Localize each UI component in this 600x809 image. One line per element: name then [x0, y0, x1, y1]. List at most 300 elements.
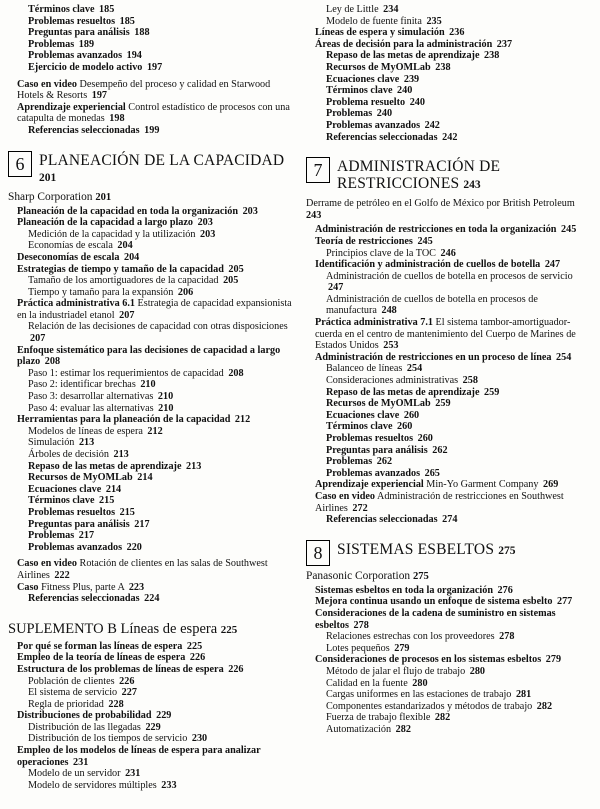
- toc-entry[interactable]: [8, 102, 292, 125]
- toc-entry-subtitle: Administración de restricciones en Southwest Airlines: [315, 490, 564, 514]
- toc-entry[interactable]: [8, 558, 292, 581]
- toc-entry-page: 281: [515, 689, 532, 701]
- toc-entry[interactable]: [8, 699, 292, 711]
- toc-entry[interactable]: [8, 27, 292, 39]
- toc-entry-page: 247: [328, 282, 344, 294]
- toc-entry[interactable]: [8, 206, 292, 218]
- toc-entry-label: Ecuaciones clave: [28, 483, 102, 495]
- chapter-number-box: 6: [8, 151, 32, 177]
- toc-entry-page: 210: [157, 391, 174, 403]
- toc-entry-page: 210: [158, 402, 174, 414]
- toc-entry[interactable]: [306, 74, 590, 86]
- toc-entry-page: 237: [496, 38, 513, 50]
- toc-entry-label: Balanceo de líneas: [326, 363, 403, 375]
- toc-entry[interactable]: [8, 217, 292, 229]
- toc-entry[interactable]: [8, 745, 292, 768]
- toc-column-right: [306, 4, 590, 809]
- toc-entry-label: Relaciones estrechas con los proveedores: [326, 631, 495, 643]
- toc-entry[interactable]: [8, 461, 292, 473]
- toc-entry-subtitle: Fitness Plus, parte A: [41, 581, 125, 593]
- toc-entry[interactable]: [8, 593, 292, 605]
- toc-entry-page: 225: [186, 640, 203, 652]
- chapter-title: ADMINISTRACIÓN DE RESTRICCIONES 243: [337, 158, 501, 192]
- toc-entry-label: Caso en video: [17, 558, 77, 570]
- toc-entry-label: Problemas avanzados: [326, 467, 421, 479]
- toc-entry-page: 282: [395, 723, 411, 735]
- toc-entry-page: 198: [109, 113, 125, 125]
- toc-entry-label: Problemas avanzados: [28, 541, 123, 553]
- toc-entry[interactable]: [306, 433, 590, 445]
- toc-entry-label: Términos clave: [28, 495, 95, 507]
- toc-entry[interactable]: [8, 449, 292, 461]
- toc-entry-page: 220: [126, 541, 142, 553]
- toc-entry-label: Recursos de MyOMLab: [28, 472, 133, 484]
- toc-entry-label: Por qué se forman las líneas de espera: [17, 640, 183, 652]
- toc-entry[interactable]: [306, 689, 590, 701]
- chapter-opener-page: 243: [306, 209, 322, 221]
- toc-entry[interactable]: [306, 643, 590, 655]
- toc-entry-label: Paso 2: identificar brechas: [28, 379, 136, 391]
- toc-entry[interactable]: [8, 542, 292, 554]
- toc-entry-label: Población de clientes: [28, 675, 115, 687]
- toc-entry-label: Modelo de fuente finita: [326, 15, 422, 27]
- toc-entry-label: Paso 3: desarrollar alternativas: [28, 391, 154, 403]
- toc-entry-label: Repaso de las metas de aprendizaje: [326, 50, 480, 62]
- toc-entry-page: 231: [125, 768, 141, 780]
- toc-entry[interactable]: [8, 125, 292, 137]
- toc-entry-page: 189: [78, 38, 95, 50]
- toc-entry-label: Empleo de los modelos de líneas de espera para analizar operaciones: [17, 745, 261, 768]
- toc-entry[interactable]: [306, 421, 590, 433]
- toc-entry-page: 212: [234, 414, 251, 426]
- toc-entry-label: Problemas: [28, 38, 75, 50]
- toc-entry[interactable]: [8, 4, 292, 16]
- chapter-heading[interactable]: [8, 151, 292, 187]
- toc-entry-label: Referencias seleccionadas: [326, 514, 438, 526]
- toc-entry-page: 222: [54, 569, 70, 581]
- toc-entry[interactable]: [8, 252, 292, 264]
- toc-entry-page: 203: [197, 217, 213, 229]
- toc-entry-label: Relación de las decisiones de capacidad con otras disposiciones: [28, 321, 288, 333]
- toc-entry-label: Mejora continua usando un enfoque de sistema esbelto: [315, 596, 553, 608]
- toc-entry-page: 236: [449, 27, 465, 39]
- toc-entry-page: 226: [228, 663, 244, 675]
- toc-entry[interactable]: [8, 391, 292, 403]
- toc-entry-label: Medición de la capacidad y la utilización: [28, 228, 196, 240]
- toc-entry-page: 214: [105, 483, 122, 495]
- toc-entry-page: 206: [177, 286, 194, 298]
- toc-entry[interactable]: [306, 514, 590, 526]
- toc-entry-page: 215: [99, 495, 115, 507]
- toc-entry-label: Repaso de las metas de aprendizaje: [28, 460, 182, 472]
- toc-entry[interactable]: [8, 275, 292, 287]
- toc-entry-page: 247: [544, 259, 561, 271]
- chapter-page: 275: [498, 544, 516, 557]
- toc-entry-page: 217: [78, 530, 95, 542]
- toc-entry[interactable]: [306, 352, 590, 364]
- toc-entry-page: 274: [442, 514, 458, 526]
- toc-entry[interactable]: [306, 596, 590, 608]
- toc-entry-label: Regla de prioridad: [28, 698, 104, 710]
- toc-entry[interactable]: [306, 375, 590, 387]
- toc-entry-page: 215: [119, 506, 135, 518]
- toc-entry-page: 259: [484, 386, 500, 398]
- toc-entry-page: 277: [556, 596, 573, 608]
- toc-entry-label: Método de jalar el flujo de trabajo: [326, 665, 466, 677]
- toc-entry-label: Componentes estandarizados y métodos de trabajo: [326, 700, 533, 712]
- toc-entry[interactable]: [306, 666, 590, 678]
- chapter-opener-company[interactable]: Sharp Corporation 201: [8, 190, 112, 203]
- toc-entry-subtitle: Min-Yo Garment Company: [426, 479, 539, 491]
- toc-entry-label: Preguntas para análisis: [28, 518, 130, 530]
- toc-entry-page: 203: [200, 228, 216, 240]
- toc-column-left: [8, 4, 292, 809]
- toc-entry[interactable]: [8, 368, 292, 380]
- toc-entry-label: Problemas: [326, 456, 373, 468]
- toc-entry-label: Problemas: [28, 530, 75, 542]
- toc-entry-page: 259: [435, 398, 451, 410]
- toc-entry[interactable]: [306, 236, 590, 248]
- toc-entry-page: 262: [376, 456, 393, 468]
- toc-entry-page: 260: [403, 409, 420, 421]
- toc-entry-label: Cargas uniformes en las estaciones de trabajo: [326, 689, 512, 701]
- toc-entry[interactable]: [8, 16, 292, 28]
- toc-entry-page: 260: [417, 433, 433, 444]
- toc-entry-label: Herramientas para la planeación de la capacidad: [17, 414, 231, 426]
- toc-entry[interactable]: [306, 479, 590, 491]
- toc-entry-label: Aprendizaje experiencial: [315, 479, 424, 491]
- toc-entry-label: Términos clave: [28, 4, 95, 15]
- supplement-heading[interactable]: SUPLEMENTO B Líneas de espera 225: [8, 620, 238, 637]
- toc-entry-label: Consideraciones administrativas: [326, 375, 459, 387]
- toc-entry-label: Enfoque sistemático para las decisiones de capacidad a largo plazo: [17, 344, 281, 368]
- supplement-page: 225: [220, 623, 238, 636]
- toc-entry-label: Ejercicio de modelo activo: [28, 61, 143, 73]
- toc-entry[interactable]: [8, 780, 292, 792]
- toc-entry-page: 226: [119, 675, 135, 687]
- toc-entry[interactable]: [306, 4, 590, 16]
- toc-entry[interactable]: [8, 50, 292, 62]
- chapter-opener-page: 275: [412, 570, 429, 582]
- toc-entry[interactable]: [8, 39, 292, 51]
- toc-entry-label: Problemas: [326, 108, 373, 120]
- toc-entry-page: 197: [146, 61, 163, 73]
- toc-entry-page: 208: [44, 356, 61, 368]
- toc-entry-page: 238: [484, 50, 500, 62]
- toc-entry[interactable]: [306, 16, 590, 28]
- toc-entry[interactable]: [8, 664, 292, 676]
- toc-entry-page: 231: [73, 756, 89, 768]
- toc-entry-page: 265: [424, 467, 440, 479]
- toc-entry-page: 229: [156, 710, 172, 722]
- toc-entry-label: Referencias seleccionadas: [28, 593, 140, 605]
- toc-entry[interactable]: [8, 240, 292, 252]
- toc-entry-page: 194: [126, 50, 142, 62]
- toc-entry-label: Teoría de restricciones: [315, 235, 413, 247]
- toc-entry-page: 214: [137, 472, 153, 484]
- toc-entry-label: Paso 1: estimar los requerimientos de capacidad: [28, 367, 224, 379]
- toc-entry-subtitle: Rotación de clientes en las salas de Southwest Airlines: [17, 558, 268, 581]
- toc-entry[interactable]: [8, 641, 292, 653]
- toc-entry-page: 254: [556, 351, 572, 363]
- toc-entry[interactable]: [8, 507, 292, 519]
- toc-entry[interactable]: [306, 456, 590, 468]
- toc-entry[interactable]: [8, 414, 292, 426]
- toc-entry[interactable]: [306, 398, 590, 410]
- toc-entry-page: 197: [91, 90, 108, 102]
- toc-entry-label: Árboles de decisión: [28, 449, 109, 460]
- toc-entry-page: 279: [545, 654, 562, 666]
- toc-entry-label: Ley de Little: [326, 4, 379, 15]
- toc-entry-label: Empleo de la teoría de líneas de espera: [17, 652, 186, 664]
- toc-entry-page: 279: [394, 642, 410, 654]
- toc-entry-label: Paso 4: evaluar las alternativas: [28, 402, 154, 414]
- toc-entry-page: 235: [426, 15, 442, 27]
- toc-entry-label: Problemas avanzados: [326, 119, 421, 131]
- toc-entry[interactable]: [306, 85, 590, 97]
- toc-entry[interactable]: [306, 108, 590, 120]
- toc-entry-page: 213: [186, 460, 202, 472]
- toc-entry[interactable]: [306, 387, 590, 399]
- toc-entry[interactable]: [306, 120, 590, 132]
- toc-entry-page: 227: [121, 687, 137, 699]
- toc-entry[interactable]: [8, 264, 292, 276]
- toc-entry[interactable]: [8, 287, 292, 299]
- toc-entry[interactable]: [306, 631, 590, 643]
- toc-entry[interactable]: [8, 426, 292, 438]
- toc-entry[interactable]: [306, 317, 590, 352]
- toc-entry-label: Caso: [17, 581, 39, 593]
- toc-entry-page: 213: [113, 449, 129, 460]
- toc-entry[interactable]: [306, 27, 590, 39]
- toc-entry[interactable]: [306, 224, 590, 236]
- toc-entry-label: Problema resuelto: [326, 96, 406, 108]
- toc-entry-page: 240: [409, 96, 425, 108]
- toc-entry[interactable]: [306, 445, 590, 457]
- toc-entry-label: Caso en video: [17, 78, 77, 90]
- toc-entry[interactable]: [8, 79, 292, 102]
- toc-entry[interactable]: [306, 363, 590, 375]
- toc-entry-label: Economías de escala: [28, 240, 113, 252]
- toc-entry[interactable]: [306, 97, 590, 109]
- toc-entry[interactable]: [306, 678, 590, 690]
- toc-entry-page: 246: [440, 247, 456, 259]
- toc-entry-label: Modelo de servidores múltiples: [28, 779, 157, 791]
- toc-entry[interactable]: [8, 652, 292, 664]
- toc-entry-page: 223: [128, 581, 145, 593]
- toc-entry-page: 240: [376, 108, 393, 120]
- toc-entry-label: Áreas de decisión para la administración: [315, 38, 493, 50]
- toc-entry[interactable]: [8, 530, 292, 542]
- toc-entry-label: Recursos de MyOMLab: [326, 61, 431, 73]
- toc-entry-label: Recursos de MyOMLab: [326, 398, 431, 410]
- toc-entry[interactable]: [306, 654, 590, 666]
- toc-entry-subtitle: Desempeño del proceso y calidad en Starwood Hotels & Resorts: [17, 78, 271, 102]
- toc-entry-page: 234: [383, 4, 399, 15]
- toc-entry[interactable]: [8, 403, 292, 415]
- chapter-opener-page: 201: [95, 191, 112, 203]
- toc-entry-page: 205: [223, 275, 239, 287]
- toc-entry-subtitle: El sistema tambor-amortiguador-cuerda en el centro de mantenimiento del Cuerpo de Marines de Estados Unidos: [315, 317, 576, 352]
- toc-entry-page: 254: [406, 363, 423, 375]
- toc-entry-label: Sistemas esbeltos en toda la organización: [315, 584, 493, 596]
- toc-entry[interactable]: [306, 50, 590, 62]
- toc-entry-label: Práctica administrativa 6.1: [17, 298, 135, 310]
- toc-entry-page: 188: [134, 27, 150, 39]
- toc-entry[interactable]: [306, 701, 590, 713]
- toc-entry[interactable]: [8, 321, 292, 344]
- toc-entry-page: 258: [462, 375, 478, 387]
- toc-entry-subtitle: Estrategia de capacidad expansionista en la industriadel etanol: [17, 298, 292, 321]
- toc-entry[interactable]: [8, 345, 292, 368]
- toc-entry[interactable]: [306, 259, 590, 271]
- toc-entry-label: Distribuciones de probabilidad: [17, 710, 152, 722]
- toc-entry[interactable]: [306, 608, 590, 631]
- toc-entry-page: 282: [536, 700, 553, 712]
- toc-entry-label: Modelos de líneas de espera: [28, 425, 143, 437]
- toc-entry-page: 276: [497, 584, 513, 596]
- toc-entry-label: Simulación: [28, 437, 75, 449]
- toc-entry-page: 260: [397, 421, 413, 433]
- toc-entry[interactable]: [8, 298, 292, 321]
- toc-entry-page: 272: [352, 502, 368, 514]
- toc-entry-subtitle: Control estadístico de procesos con una catapulta de monedas: [17, 101, 290, 125]
- toc-entry[interactable]: [8, 495, 292, 507]
- toc-entry-label: Ecuaciones clave: [326, 409, 400, 421]
- toc-entry[interactable]: [306, 271, 590, 294]
- toc-entry-page: 204: [117, 240, 133, 252]
- toc-entry-page: 204: [123, 251, 140, 263]
- toc-entry-page: 242: [442, 131, 458, 143]
- toc-entry[interactable]: [306, 712, 590, 724]
- toc-entry-label: Aprendizaje experiencial: [17, 101, 126, 113]
- toc-entry[interactable]: [8, 733, 292, 745]
- toc-entry-label: Práctica administrativa 7.1: [315, 317, 433, 329]
- toc-entry-page: 282: [434, 712, 451, 724]
- toc-entry[interactable]: [8, 484, 292, 496]
- toc-entry-label: Identificación y administración de cuellos de botella: [315, 259, 541, 271]
- toc-entry-page: 238: [435, 61, 451, 73]
- toc-entry[interactable]: [306, 468, 590, 480]
- toc-entry-label: Planeación de la capacidad en toda la organización: [17, 205, 239, 217]
- toc-entry[interactable]: [8, 768, 292, 780]
- toc-entry-label: Consideraciones de la cadena de suministro en sistemas esbeltos: [315, 607, 556, 631]
- toc-entry-label: Preguntas para análisis: [28, 27, 130, 39]
- toc-entry-page: 207: [30, 333, 46, 345]
- toc-entry-label: Automatización: [326, 723, 392, 735]
- toc-entry-page: 217: [134, 518, 150, 530]
- toc-entry[interactable]: [306, 248, 590, 260]
- toc-entry-page: 278: [499, 631, 515, 643]
- toc-entry[interactable]: [8, 472, 292, 484]
- toc-entry-label: Ecuaciones clave: [326, 73, 400, 85]
- toc-entry-label: Deseconomías de escala: [17, 251, 120, 263]
- toc-entry-label: Líneas de espera y simulación: [315, 27, 445, 39]
- toc-entry-label: Consideraciones de procesos en los sistemas esbeltos: [315, 654, 542, 666]
- toc-entry-page: 228: [108, 698, 124, 710]
- toc-entry[interactable]: [8, 710, 292, 722]
- toc-entry-label: Referencias seleccionadas: [326, 131, 438, 143]
- toc-entry[interactable]: [8, 437, 292, 449]
- chapter-title: SISTEMAS ESBELTOS 275: [337, 540, 516, 558]
- toc-entry-label: Problemas resueltos: [326, 433, 414, 444]
- toc-entry-page: 280: [412, 677, 428, 689]
- chapter-number-box: 7: [306, 157, 330, 183]
- toc-entry[interactable]: [8, 519, 292, 531]
- chapter-opener-case[interactable]: Derrame de petróleo en el Golfo de México por British Petroleum 243: [306, 198, 575, 221]
- toc-entry[interactable]: [8, 722, 292, 734]
- toc-entry-label: Calidad en la fuente: [326, 677, 408, 689]
- toc-entry-label: Referencias seleccionadas: [28, 124, 140, 136]
- toc-entry[interactable]: [8, 229, 292, 241]
- toc-entry[interactable]: [306, 39, 590, 51]
- toc-entry-page: 207: [119, 309, 135, 321]
- toc-entry-label: Términos clave: [326, 85, 393, 97]
- toc-entry[interactable]: [306, 62, 590, 74]
- toc-entry-page: 210: [140, 379, 156, 391]
- toc-entry-label: Principios clave de la TOC: [326, 247, 436, 259]
- toc-entry-label: Estrategias de tiempo y tamaño de la capacidad: [17, 263, 224, 275]
- toc-entry-page: 213: [78, 437, 95, 449]
- toc-entry-page: 269: [543, 479, 559, 491]
- toc-entry-page: 229: [145, 721, 161, 733]
- toc-entry[interactable]: [8, 687, 292, 699]
- toc-entry[interactable]: [306, 410, 590, 422]
- toc-entry-page: 185: [99, 4, 115, 15]
- toc-entry-page: 242: [424, 119, 440, 131]
- toc-entry[interactable]: [306, 132, 590, 144]
- toc-entry-page: 230: [191, 733, 208, 745]
- toc-entry-label: Administración de cuellos de botella en procesos de servicio: [326, 270, 573, 282]
- toc-entry-label: Administración de restricciones en un proceso de línea: [315, 351, 552, 363]
- toc-entry-page: 199: [144, 124, 160, 136]
- toc-entry-label: Problemas resueltos: [28, 15, 116, 27]
- toc-entry-label: Fuerza de trabajo flexible: [326, 712, 431, 724]
- toc-entry[interactable]: [8, 62, 292, 74]
- toc-entry[interactable]: [306, 724, 590, 736]
- toc-entry-page: 203: [242, 205, 258, 217]
- chapter-page: 243: [463, 178, 481, 191]
- toc-entry-label: Administración de restricciones en toda la organización: [315, 224, 557, 236]
- toc-entry-page: 253: [383, 340, 399, 352]
- toc-entry[interactable]: [8, 676, 292, 688]
- chapter-heading[interactable]: [306, 540, 590, 566]
- toc-entry-page: 233: [161, 779, 177, 791]
- chapter-opener-company[interactable]: Panasonic Corporation 275: [306, 569, 429, 582]
- toc-entry-page: 226: [189, 652, 206, 664]
- toc-entry-label: Tamaño de los amortiguadores de la capacidad: [28, 275, 219, 287]
- toc-entry[interactable]: [306, 491, 590, 514]
- toc-entry-page: 262: [432, 444, 448, 456]
- toc-entry-page: 278: [353, 619, 369, 631]
- chapter-title: PLANEACIÓN DE LA CAPACIDAD 201: [39, 151, 285, 185]
- toc-entry-label: Lotes pequeños: [326, 642, 390, 654]
- toc-entry[interactable]: [8, 379, 292, 391]
- toc-entry-label: Distribución de las llegadas: [28, 721, 141, 733]
- toc-entry-page: 205: [228, 263, 244, 275]
- toc-entry-page: 185: [119, 15, 135, 27]
- toc-entry-label: Repaso de las metas de aprendizaje: [326, 386, 480, 398]
- toc-entry-page: 212: [147, 425, 163, 437]
- chapter-heading[interactable]: [306, 157, 590, 193]
- toc-entry-page: 224: [144, 593, 160, 605]
- toc-entry[interactable]: [306, 294, 590, 317]
- toc-entry-label: Preguntas para análisis: [326, 444, 428, 456]
- toc-entry[interactable]: [306, 585, 590, 597]
- chapter-page: 201: [39, 172, 57, 185]
- toc-entry[interactable]: [8, 582, 292, 594]
- toc-entry-label: Distribución de los tiempos de servicio: [28, 733, 188, 745]
